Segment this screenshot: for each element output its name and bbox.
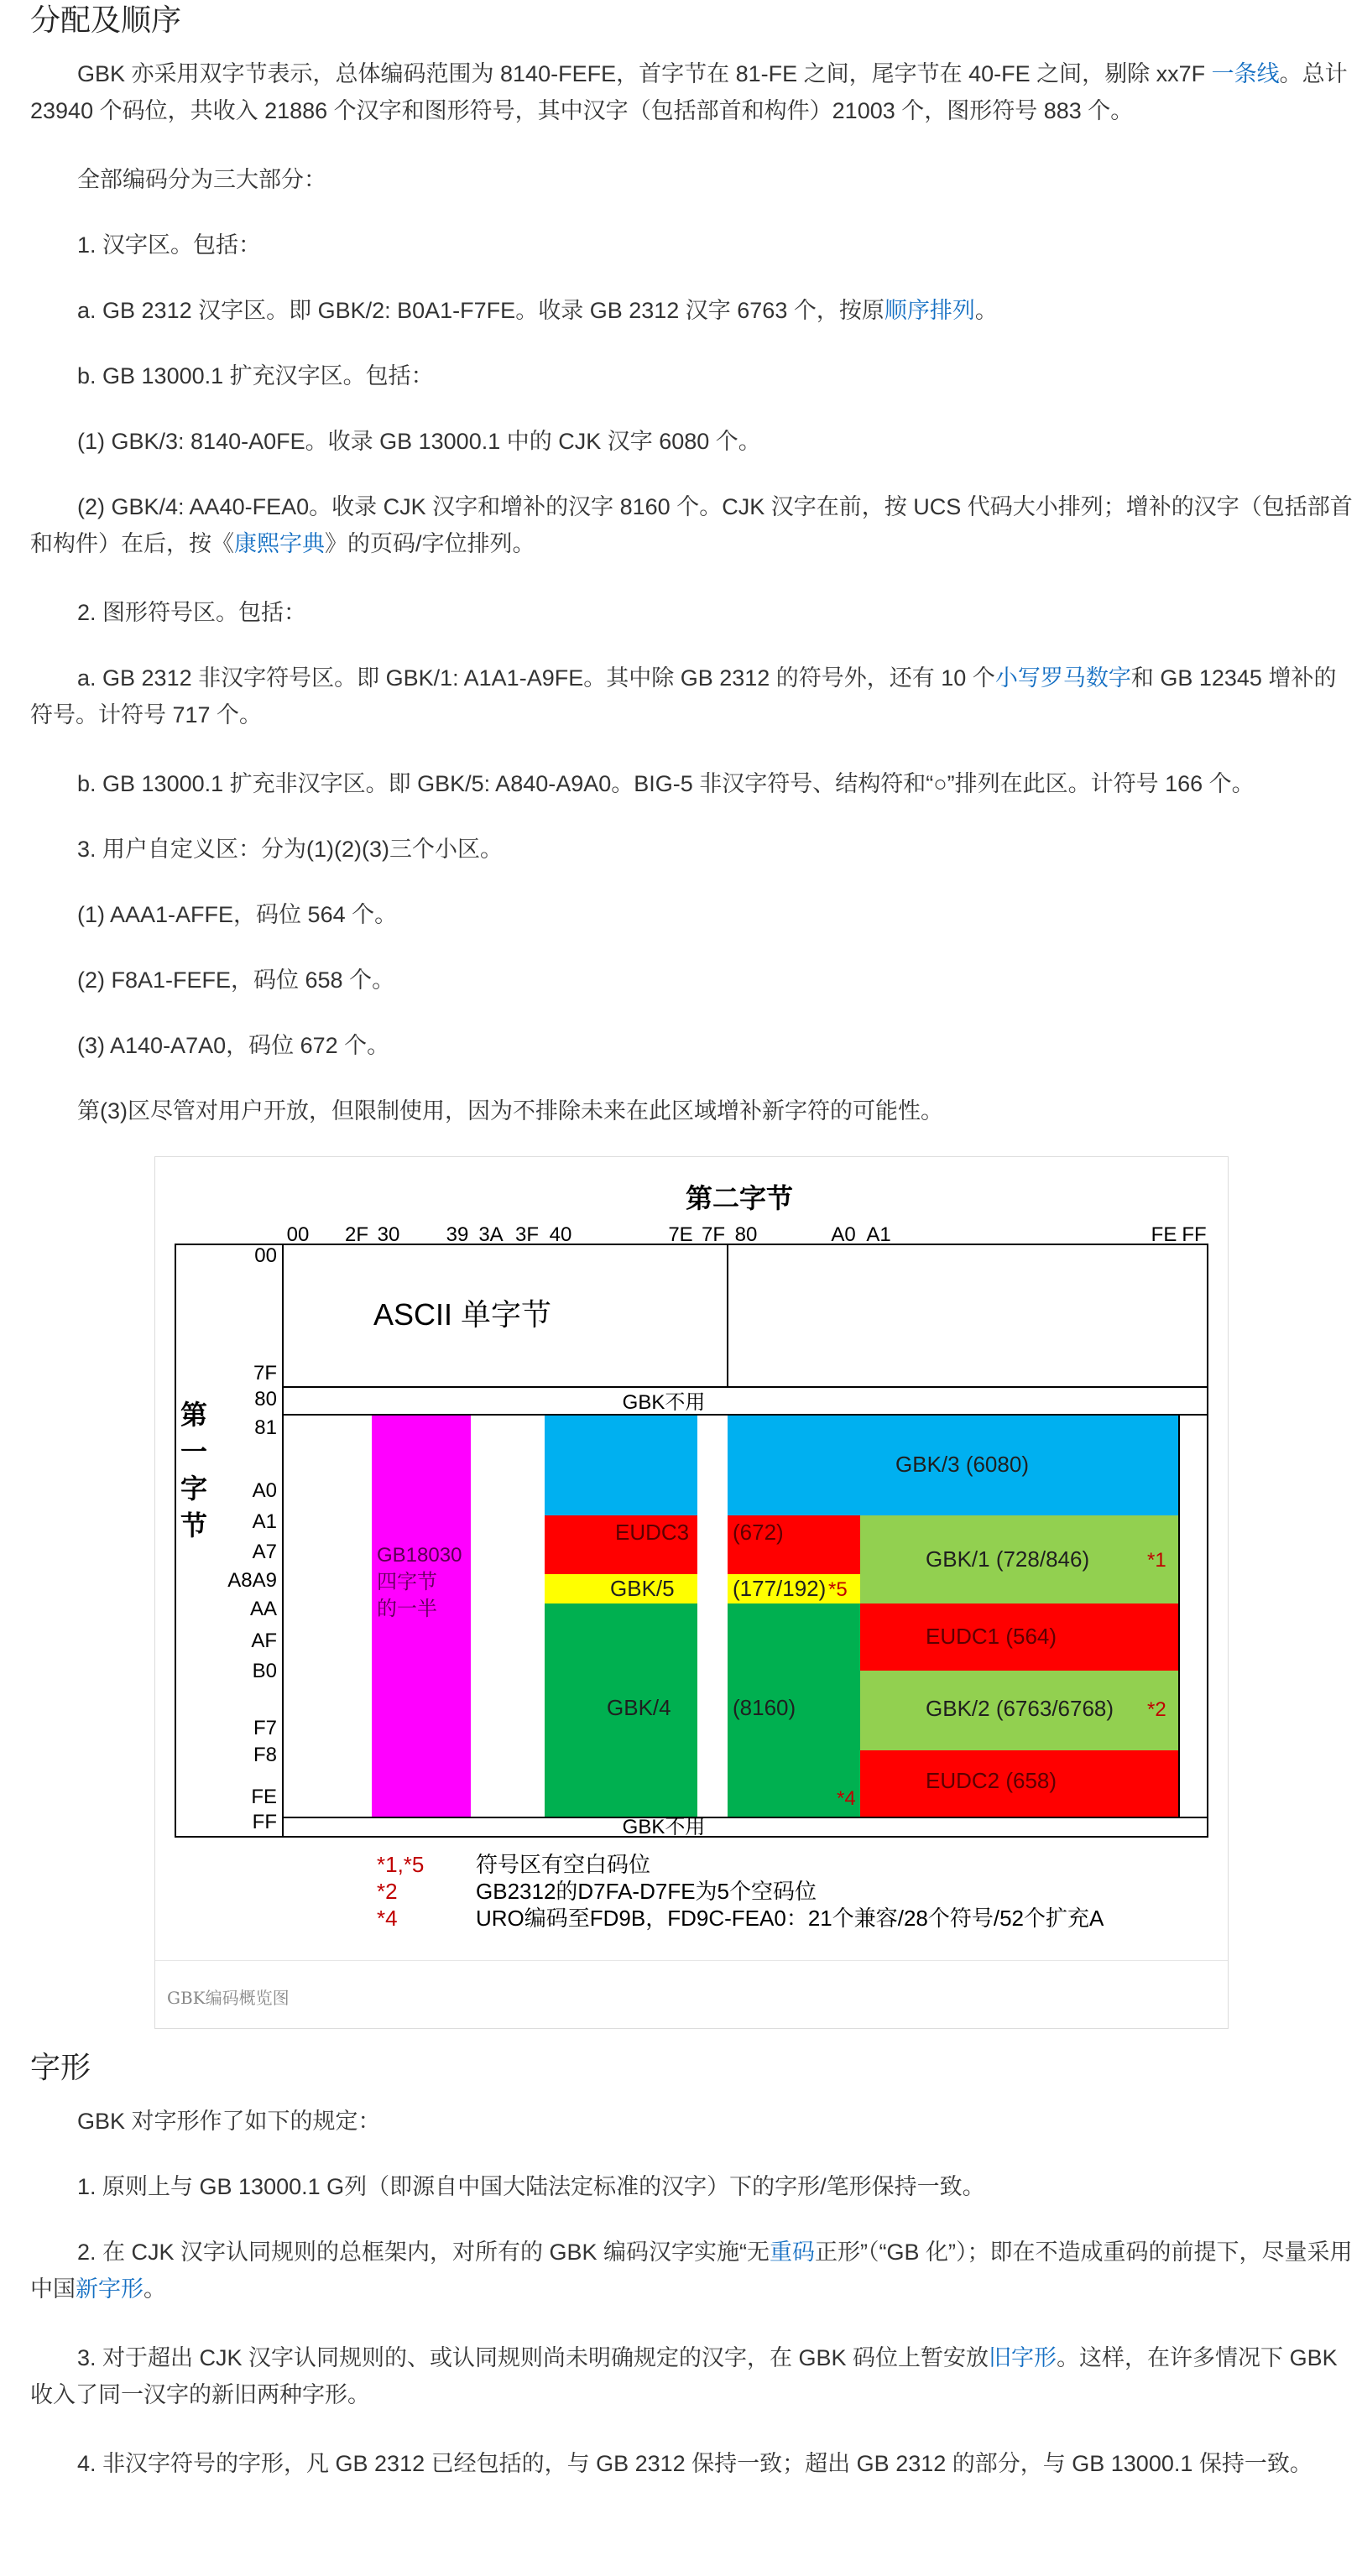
note-text: 符号区有空白码位 xyxy=(476,1852,651,1877)
tick-label: 3F xyxy=(514,1223,540,1246)
note-text: GB2312的D7FA-D7FE为5个空码位 xyxy=(476,1879,817,1904)
paragraph xyxy=(30,962,1356,999)
inline-link[interactable]: 新字形 xyxy=(76,2276,144,2302)
tick-label: 3A xyxy=(478,1223,504,1246)
paragraph xyxy=(30,831,1356,868)
note-mark: *2 xyxy=(377,1879,398,1904)
paragraph-text: a. GB 2312 汉字区。即 GBK/2: B0A1-F7FE。收录 GB 2312 汉字 6763 个，按原 xyxy=(77,298,885,323)
tick-label: 40 xyxy=(549,1223,572,1246)
paragraph-text: b. GB 13000.1 扩充汉字区。包括： xyxy=(77,363,434,388)
label-ascii: ASCII 单字节 xyxy=(373,1297,552,1332)
tick-label: AA xyxy=(249,1598,277,1620)
inline-link[interactable]: 顺序排列 xyxy=(884,298,975,323)
inline-link[interactable]: 康熙字典 xyxy=(234,531,325,556)
paragraph-text: a. GB 2312 非汉字符号区。即 GBK/1: A1A1-A9FE。其中除 GB 2312 的符号外，还有 10 个 xyxy=(77,665,995,691)
paragraph-text: 3. 用户自定义区：分为(1)(2)(3)三个小区。 xyxy=(77,837,504,862)
label-eudc1: EUDC1 (564) xyxy=(926,1624,1057,1649)
paragraph xyxy=(30,2168,1356,2205)
y-axis-title xyxy=(180,1400,207,1541)
paragraph xyxy=(30,2234,1356,2307)
paragraph-text: 2. 图形符号区。包括： xyxy=(77,600,307,625)
tick-label: 80 xyxy=(254,1388,277,1411)
inline-link[interactable]: 一条线 xyxy=(1211,61,1280,86)
paragraph xyxy=(30,55,1356,129)
paragraph-text: 1. 原则上与 GB 13000.1 G列（即源自中国大陆法定标准的汉字）下的字形/笔形保持一致。 xyxy=(77,2174,985,2199)
gb18030-line: 的一半 xyxy=(377,1598,437,1620)
label-gbk5-count: (177/192) xyxy=(733,1576,827,1601)
note-mark: *1,*5 xyxy=(377,1852,425,1877)
tick-label: FF xyxy=(252,1811,277,1833)
paragraph-text: 第(3)区尽管对用户开放，但限制使用，因为不排除未来在此区域增补新字符的可能性。 xyxy=(77,1098,943,1124)
label-gbk-unused-bottom: GBK不用 xyxy=(622,1816,706,1838)
paragraph-text: (2) GBK/4: AA40-FEA0。收录 CJK 汉字和增补的汉字 8160 个。CJK 汉字在前，按 UCS 代码大小排列；增补的汉字（包括部首和构件）在后，按《 xyxy=(30,494,1353,556)
paragraph xyxy=(30,161,1356,198)
mark-2: *2 xyxy=(1147,1698,1166,1721)
paragraph xyxy=(30,2445,1356,2482)
paragraph-text: GBK 亦采用双字节表示，总体编码范围为 8140-FEFE，首字节在 81-FE 之间，尾字节在 40-FE 之间，剔除 xx7F xyxy=(77,61,1212,86)
paragraph-text: 2. 在 CJK 汉字认同规则的总框架内，对所有的 GBK 编码汉字实施“无 xyxy=(77,2240,770,2265)
tick-label: 7F xyxy=(701,1223,726,1246)
paragraph xyxy=(30,2339,1356,2413)
inline-link[interactable]: 旧字形 xyxy=(989,2345,1057,2370)
paragraph-text: (1) AAA1-AFFE，码位 564 个。 xyxy=(77,902,398,927)
note-mark: *4 xyxy=(377,1906,398,1931)
paragraph-text: 。总计 23940 个码位，共收入 21886 个汉字和图形符号，其中汉字（包括部首和构件）21003 个，图形符号 883 个。 xyxy=(30,61,1348,123)
paragraph xyxy=(30,423,1356,460)
paragraph-text: (1) GBK/3: 8140-A0FE。收录 GB 13000.1 中的 CJK 汉字 6080 个。 xyxy=(77,429,761,454)
y-title-char: 节 xyxy=(180,1510,208,1541)
gbk-encoding-figure xyxy=(154,1156,1229,2029)
paragraph-text: 》的页码/字位排列。 xyxy=(325,531,535,556)
tick-label: 30 xyxy=(377,1223,400,1246)
paragraph xyxy=(30,660,1356,733)
paragraph xyxy=(30,488,1356,562)
tick-label: F8 xyxy=(253,1744,277,1766)
mark-1: *1 xyxy=(1147,1549,1166,1572)
tick-label: 7E xyxy=(668,1223,693,1246)
paragraph-text: GBK 对字形作了如下的规定： xyxy=(77,2109,381,2134)
label-gbk2: GBK/2 (6763/6768) xyxy=(926,1696,1114,1721)
label-gbk4-count: (8160) xyxy=(733,1695,796,1720)
gbk-encoding-diagram xyxy=(155,1157,1228,1960)
paragraph-text: b. GB 13000.1 扩充非汉字区。即 GBK/5: A840-A9A0。BIG-5 非汉字符号、结构符和“○”排列在此区。计符号 166 个。 xyxy=(77,771,1255,796)
tick-label: 7F xyxy=(253,1362,277,1384)
tick-label: F7 xyxy=(253,1717,277,1739)
inline-link[interactable]: 重码 xyxy=(770,2240,816,2265)
tick-label: B0 xyxy=(252,1660,277,1682)
tick-label: 39 xyxy=(446,1223,469,1246)
region-gbk3-left xyxy=(545,1415,697,1515)
figure-caption-bar xyxy=(155,1960,1228,2030)
gb18030-line: 四字节 xyxy=(377,1571,437,1593)
paragraph xyxy=(30,594,1356,631)
y-title-char: 一 xyxy=(180,1437,208,1467)
paragraph-text: (3) A140-A7A0，码位 672 个。 xyxy=(77,1033,390,1058)
paragraph xyxy=(30,1092,1356,1129)
label-gbk4: GBK/4 xyxy=(607,1695,671,1720)
paragraph-text: 1. 汉字区。包括： xyxy=(77,232,262,258)
y-title-char: 第 xyxy=(180,1400,208,1430)
paragraph-text: (2) F8A1-FEFE，码位 658 个。 xyxy=(77,967,395,993)
gb18030-line: GB18030 xyxy=(377,1544,462,1567)
paragraph xyxy=(30,765,1356,802)
paragraph xyxy=(30,1027,1356,1064)
inline-link[interactable]: 小写罗马数字 xyxy=(994,665,1131,691)
paragraph-text: 和 GB 12345 增补的符号。计符号 717 个。 xyxy=(30,665,1337,727)
paragraph-text: 3. 对于超出 CJK 汉字认同规则的、或认同规则尚未明确规定的汉字，在 GBK 码位上暂安放 xyxy=(77,2345,989,2370)
label-eudc3-count: (672) xyxy=(733,1520,784,1545)
diagram-notes xyxy=(377,1852,1104,1931)
paragraph xyxy=(30,357,1356,394)
tick-label: FF xyxy=(1182,1223,1207,1246)
label-gbk3: GBK/3 (6080) xyxy=(895,1452,1029,1477)
section-heading-allocation: 分配及顺序 xyxy=(30,3,182,37)
top-axis-ticks xyxy=(287,1223,1207,1246)
tick-label: FE xyxy=(1151,1223,1177,1246)
paragraph xyxy=(30,292,1356,329)
paragraph-text: 。 xyxy=(974,298,998,323)
paragraph-text: 。 xyxy=(144,2276,166,2302)
tick-label: A0 xyxy=(831,1223,856,1246)
paragraph xyxy=(30,896,1356,933)
label-eudc3: EUDC3 xyxy=(615,1520,690,1545)
tick-label: 81 xyxy=(254,1416,277,1439)
tick-label: A1 xyxy=(866,1223,891,1246)
label-gbk1: GBK/1 (728/846) xyxy=(926,1546,1090,1572)
paragraph-text: 。这样，在许多情况下 GBK 收入了同一汉字的新旧两种字形。 xyxy=(30,2345,1338,2407)
tick-label: FE xyxy=(251,1786,277,1808)
paragraph-text: 全部编码分为三大部分： xyxy=(77,167,326,192)
tick-label: A1 xyxy=(252,1510,277,1533)
paragraph xyxy=(30,2103,1356,2140)
label-eudc2: EUDC2 (658) xyxy=(926,1768,1057,1793)
tick-label: 00 xyxy=(286,1223,310,1246)
paragraph-text: 4. 非汉字符号的字形，凡 GB 2312 已经包括的，与 GB 2312 保持一致；超出 GB 2312 的部分，与 GB 13000.1 保持一致。 xyxy=(77,2451,1312,2476)
left-axis-ticks xyxy=(227,1244,277,1833)
tick-label: A8A9 xyxy=(227,1569,277,1592)
tick-label: 80 xyxy=(734,1223,758,1246)
diagram-title: 第二字节 xyxy=(685,1183,794,1213)
label-gbk-unused-top: GBK不用 xyxy=(622,1391,706,1414)
tick-label: 2F xyxy=(344,1223,369,1246)
figure-caption: GBK编码概览图 xyxy=(167,1988,290,2008)
note-text: URO编码至FD9B，FD9C-FEA0：21个兼容/28个符号/52个扩充A xyxy=(476,1906,1104,1931)
y-title-char: 字 xyxy=(180,1473,208,1504)
tick-label: A0 xyxy=(252,1479,277,1502)
tick-label: A7 xyxy=(252,1541,277,1563)
section-heading-glyph: 字形 xyxy=(30,2050,91,2084)
tick-label: 00 xyxy=(254,1244,277,1267)
label-gbk5: GBK/5 xyxy=(610,1576,675,1601)
mark-4: *4 xyxy=(837,1787,856,1810)
tick-label: AF xyxy=(251,1630,277,1652)
paragraph xyxy=(30,227,1356,263)
paragraph-text: 正形”（“GB 化”）；即在不造成重码的前提下，尽量采用中国 xyxy=(30,2240,1353,2302)
mark-5: *5 xyxy=(828,1578,848,1601)
